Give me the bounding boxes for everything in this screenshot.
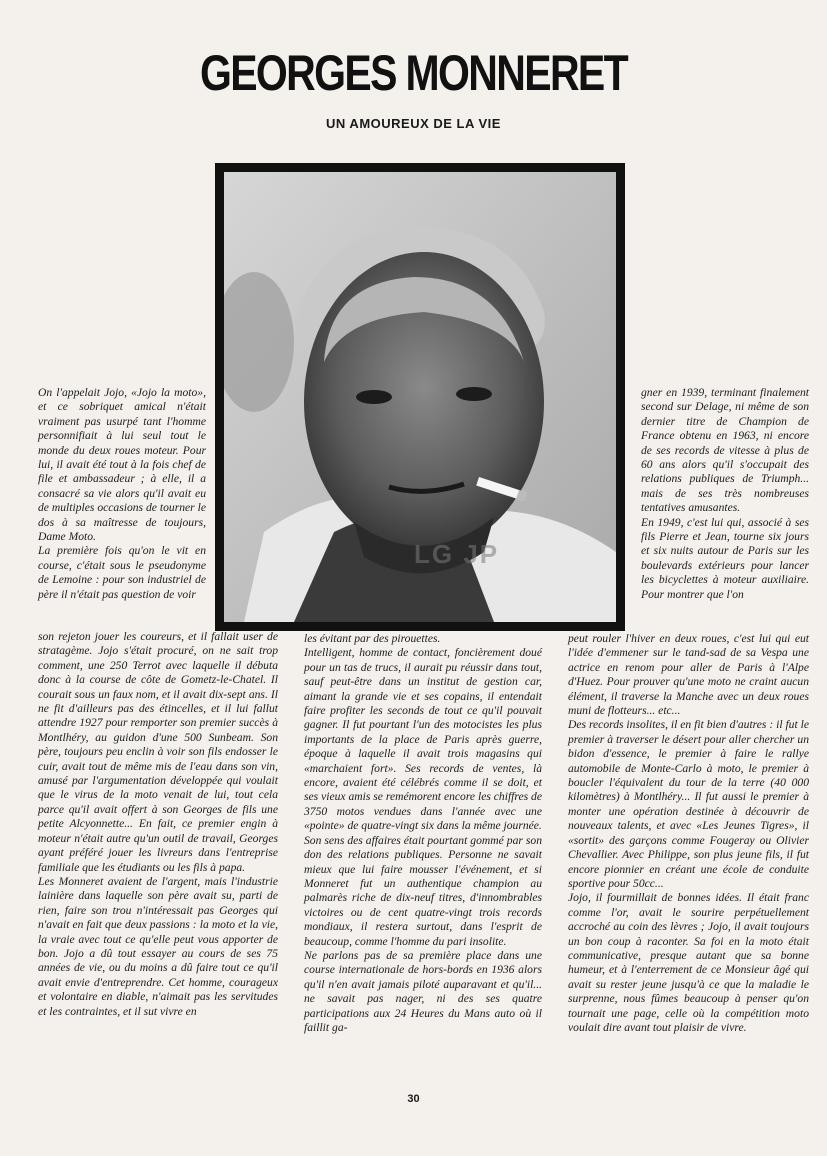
column-right-top <box>641 386 809 602</box>
column-right <box>568 632 809 1035</box>
paragraph: Intelligent, homme de contact, foncièrement doué pour un tas de trucs, il aurait pu réussir dans tout, sauf peut-être dans un institut de gestion car, aimant la grande vie et ses copains, il entendait faire profiter les seconds de tout ce qu'il pouvait gagner. Il fut pourtant l'un des motocistes les plus importants de la place de Paris après guerre, époque à laquelle il avait trois magasins qui «marchaient fort». Ses records de ventes, là encore, avaient été célébrés comme il se doit, et ses vieux amis se remémorent encore les chiffres de 3750 motos vendues dans l'année avec une «pointe» de quatre-vingt six dans la même journée. <box>304 646 542 833</box>
column-middle <box>304 632 542 1035</box>
paragraph: En 1949, c'est lui qui, associé à ses fils Pierre et Jean, tourne six jours et six nuits autour de Paris sur les boulevards extérieurs pour lancer les bicyclettes à moteur auxiliaire. Pour montrer que l'on <box>641 515 809 601</box>
paragraph: La première fois qu'on le vit en course, c'était sous le pseudonyme de Lemoine : pour son industriel de père il n'était pas question de voir <box>38 544 206 601</box>
column-left-top <box>38 386 206 602</box>
paragraph: Jojo, il fourmillait de bonnes idées. Il était franc comme l'or, avait le sourire perpétuellement accroché au coin des lèvres ; Jojo, il avait toujours un bon coup à raconter. Sa foi en la moto était communicative, presque autant que sa bonne humeur, et à l'enterrement de ce Monsieur âgé qui avait su rester jeune jusqu'à ce que la maladie le surprenne, nous fûmes beaucoup à penser qu'on tournait une page, celle où la compétition moto voulait dire avant tout plaisir de vivre. <box>568 891 809 1034</box>
article-subtitle: UN AMOUREUX DE LA VIE <box>326 116 501 131</box>
watermark-logo: LG JP <box>414 539 500 569</box>
article-title: GEORGES MONNERET <box>199 45 628 101</box>
portrait-photo <box>224 172 616 622</box>
paragraph: Les Monneret avaient de l'argent, mais l'industrie lainière dans laquelle son père avait su, parti de rien, faire son trou n'intéressait pas Georges qui n'avait en fait que deux passions : la moto et la vie, la vraie avec tout ce qu'elle peut vous apporter de bon. Jojo a dû tout essayer au cours de ses 75 années de vie, ou du moins a dû faire tout ce qu'il avait envie d'entreprendre. Cet homme, courageux et volontaire en diable, n'aimait pas les servitudes et les contraintes, et il sut vivre en <box>38 874 278 1018</box>
paragraph: les évitant par des pirouettes. <box>304 632 441 645</box>
paragraph: son rejeton jouer les coureurs, et il fallait user de stratagème. Jojo s'était procuré, on ne sait trop comment, une 250 Terrot avec laquelle il débuta donc à la course de côte de Gometz-le-Chatel. Il courait sous un faux nom, et il avait dix-sept ans. Il ne fit d'ailleurs pas des étincelles, et il lui fallut attendre 1927 pour remporter son premier succès à Montlhéry, au guidon d'une 500 Sunbeam. Son père, toujours peu enclin à voir son fils endosser le cuir, avait tout de même mis de l'eau dans son vin, amusé par l'argumentation développée qui voulait que le virus de la moto venait de lui, tout cela parce qu'il avait offert à son Georges de fils une petite Alcyonnette... En fait, ce premier engin à moteur n'était autre qu'un outil de travail, Georges ayant préféré jouer les livreurs dans l'entreprise familiale que les étudiants ou les fils à papa. <box>38 630 278 874</box>
paragraph: Son sens des affaires était pourtant gommé par son don des relations publiques. Personne ne savait mieux que lui faire mousser l'événement, et si Monneret fut un authentique champion au palmarès riche de dix-neuf titres, d'innombrables victoires ou de cent quatre-vingt trois records mondiaux, il restera surtout, dans l'esprit de beaucoup, comme l'homme du pari insolite. <box>304 833 542 948</box>
paragraph: gner en 1939, terminant finalement second sur Delage, ni même de son dernier titre de Champion de France obtenu en 1963, ni encore de ses records de vitesse à plus de 60 ans alors qu'il s'occupait des relations publiques de Triumph... mais de ses très nombreuses tentatives amusantes. <box>641 386 809 515</box>
paragraph: peut rouler l'hiver en deux roues, c'est lui qui eut l'idée d'emmener sur le tand-sad de sa Vespa une actrice en renom pour aller de Paris à l'Alpe d'Huez. Pour prouver qu'une moto ne craint aucun élément, il traverse la Manche avec un deux roues muni de flotteurs... etc... <box>568 632 809 718</box>
portrait-photo-frame <box>215 163 625 631</box>
paragraph: Des records insolites, il en fit bien d'autres : il fut le premier à traverser le désert pour aller chercher un bidon d'essence, le premier à faire le rallye automobile de Monte-Carlo à moto, le premier à boucler l'équivalent du tour de la terre (40 000 kilomètres) à Montlhéry... Il fut aussi le premier à monter une opération destinée à découvrir de nouveaux talents, et avec «Les Jeunes Tigres», il «sortit» des garçons comme Fougeray ou Olivier Chevallier. Avec Philippe, son plus jeune fils, il fut encore pionnier en créant une école de conduite sportive pour 50cc... <box>568 718 809 890</box>
paragraph: Ne parlons pas de sa première place dans une course internationale de hors-bords en 1936 alors qu'il n'en avait jamais piloté auparavant et qu'il... ne savait pas nager, ni des ses quatre participations aux 24 Heures du Mans auto où il faillit ga- <box>304 948 542 1034</box>
paragraph: On l'appelait Jojo, «Jojo la moto», et ce sobriquet amical n'était vraiment pas usurpé tant l'homme personnifiait à lui seul tout le monde du deux roues moteur. Pour lui, il avait été tout à la fois chef de file et ambassadeur ; à elle, il a consacré sa vie alors qu'il avait eu de multiples occasions de tourner le dos à sa maîtresse de toujours, Dame Moto. <box>38 386 206 544</box>
page-number: 30 <box>407 1093 420 1105</box>
column-left <box>38 630 278 1019</box>
